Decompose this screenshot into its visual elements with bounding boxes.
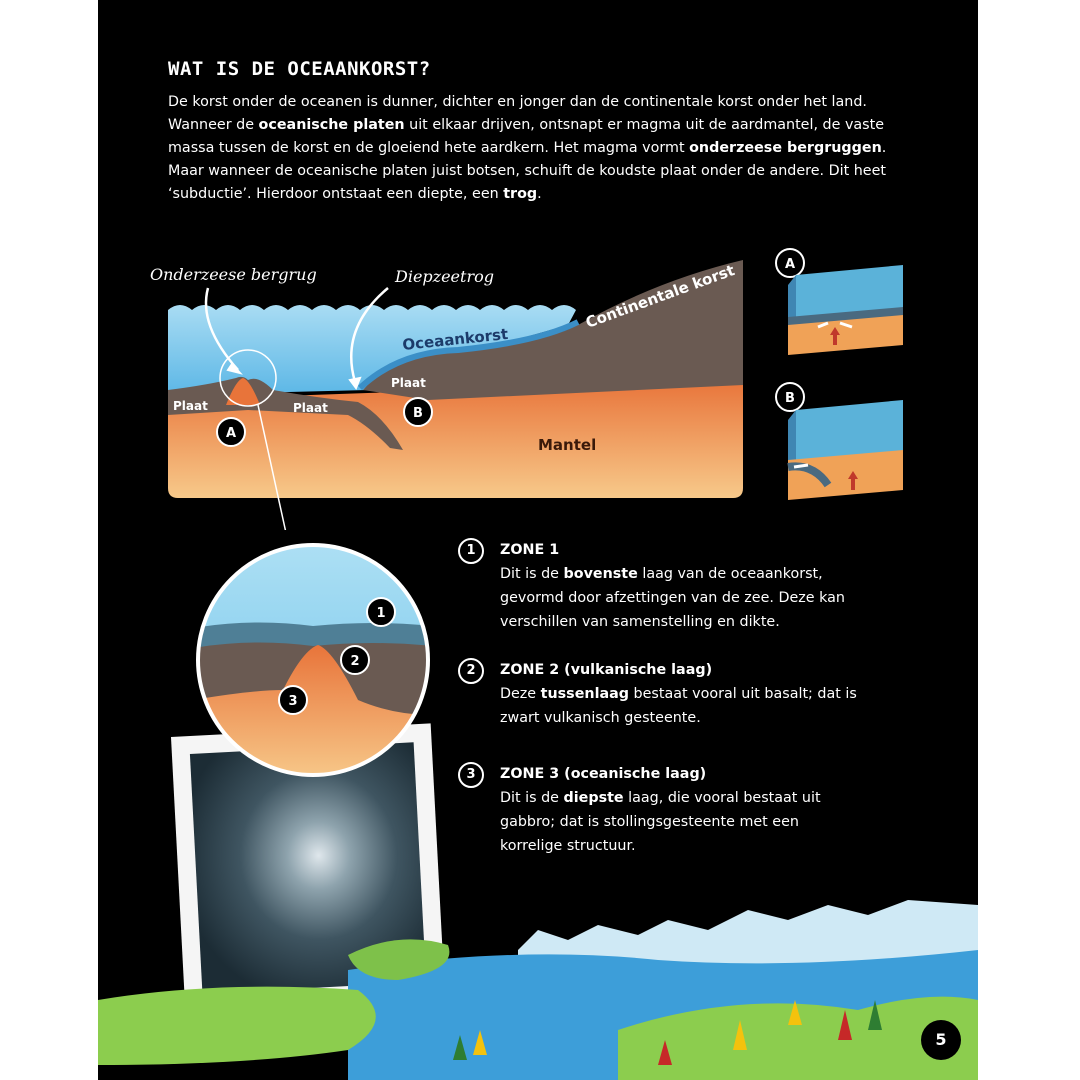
page-heading: WAT IS DE OCEAANKORST? xyxy=(168,58,431,80)
label-plate-mid: Plaat xyxy=(293,401,328,415)
landscape-illustration xyxy=(98,890,978,1080)
side-block-diagrams xyxy=(768,245,918,505)
side-marker-a: A xyxy=(784,257,796,272)
label-ocean-crust: Oceaankorst xyxy=(401,324,509,354)
zone-2-block xyxy=(458,658,858,730)
label-plate-right: Plaat xyxy=(391,376,426,390)
zone-3-number: 3 xyxy=(458,762,484,788)
book-page xyxy=(98,0,978,1080)
circle-marker-1: 1 xyxy=(376,606,386,621)
label-mantle: Mantel xyxy=(538,436,597,454)
zone-2-number: 2 xyxy=(458,658,484,684)
zone-3-block xyxy=(458,762,858,858)
zone-3-title: ZONE 3 (oceanische laag) xyxy=(500,766,707,782)
circle-marker-2: 2 xyxy=(350,654,360,669)
zone-2-title: ZONE 2 (vulkanische laag) xyxy=(500,662,713,678)
zone-1-block xyxy=(458,538,858,634)
marker-b: B xyxy=(413,406,423,421)
marker-a: A xyxy=(225,426,237,441)
zone-1-number: 1 xyxy=(458,538,484,564)
side-marker-b: B xyxy=(785,391,795,406)
intro-paragraph: De korst onder de oceanen is dunner, dichter en jonger dan de continentale korst onder het land. Wanneer de oceanische platen uit elkaar drijven, ontsnapt er magma uit de aardmantel, de vaste massa tussen de korst en de gloeiend hete aardkern. Het magma vormt onderzeese bergruggen. Maar wanneer de oceanische platen juist botsen, schuift de koudste plaat onder de andere. Dit heet ‘subductie’. Hierdoor ontstaat een diepte, een trog. xyxy=(168,94,887,202)
zone-3-description: Dit is de diepste laag, die vooral bestaat uit gabbro; dat is stollingsgesteente met een korrelige structuur. xyxy=(500,790,821,854)
page-number: 5 xyxy=(921,1020,961,1060)
zone-1-title: ZONE 1 xyxy=(500,542,560,558)
circle-marker-3: 3 xyxy=(288,694,298,709)
zone-2-description: Deze tussenlaag bestaat vooral uit basalt; dat is zwart vulkanisch gesteente. xyxy=(500,686,857,726)
label-ridge: Onderzeese bergrug xyxy=(150,265,317,284)
zoom-circle xyxy=(193,540,433,780)
label-plate-left: Plaat xyxy=(173,399,208,413)
label-continental-crust: Continentale korst xyxy=(583,261,737,332)
label-trench: Diepzeetrog xyxy=(395,267,494,286)
zone-1-description: Dit is de bovenste laag van de oceaankorst, gevormd door afzettingen van de zee. Deze kan verschillen van samenstelling en dikte. xyxy=(500,566,845,630)
land-left xyxy=(98,987,376,1065)
